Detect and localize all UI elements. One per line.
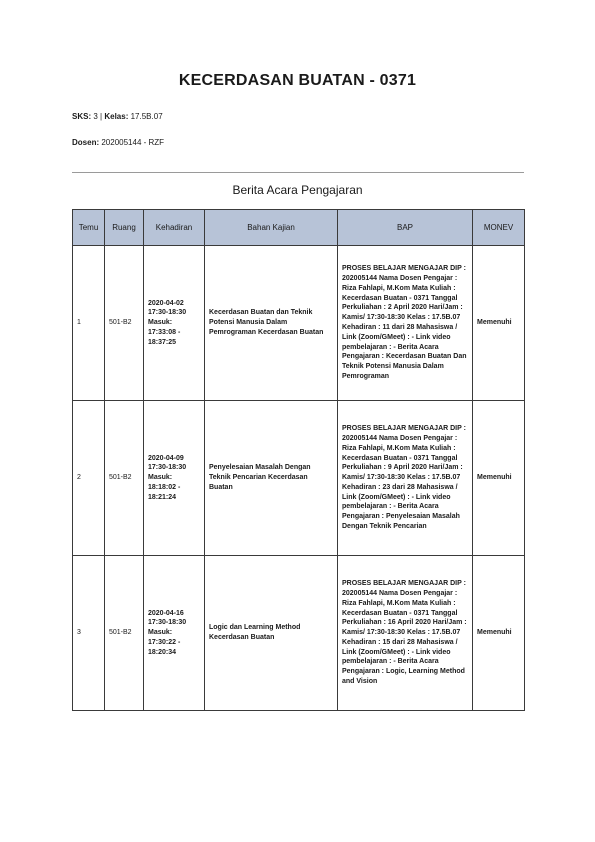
table-row [73, 401, 525, 556]
cell-ruang: 501-B2 [105, 401, 144, 556]
header-kehadiran: Kehadiran [144, 210, 205, 246]
header-bap: BAP [338, 210, 473, 246]
cell-temu: 3 [73, 556, 105, 711]
cell-ruang: 501-B2 [105, 246, 144, 401]
cell-bap: PROSES BELAJAR MENGAJAR DIP : 202005144 Nama Dosen Pengajar : Riza Fahlapi, M.Kom Mata Kuliah : Kecerdasan Buatan - 0371 Tanggal Perkuliahan : 9 April 2020 Hari/Jam : Kamis/ 17:30-18:30 Kelas : 17.5B.07 Kehadiran : 23 dari 28 Mahasiswa / Link (Zoom/GMeet) : - Link video pembelajaran : - Berita Acara Pengajaran : Penyelesaian Masalah Dengan Teknik Pencarian [338, 401, 473, 556]
cell-kehadiran: 2020-04-02 17:30-18:30 Masuk: 17:33:08 - 18:37:25 [144, 246, 205, 401]
cell-kehadiran: 2020-04-09 17:30-18:30 Masuk: 18:18:02 - 18:21:24 [144, 401, 205, 556]
table-row [73, 556, 525, 711]
meta-separator: | [100, 112, 103, 121]
cell-bap: PROSES BELAJAR MENGAJAR DIP : 202005144 Nama Dosen Pengajar : Riza Fahlapi, M.Kom Mata Kuliah : Kecerdasan Buatan - 0371 Tanggal Perkuliahan : 16 April 2020 Hari/Jam : Kamis/ 17:30-18:30 Kelas : 17.5B.07 Kehadiran : 15 dari 28 Mahasiswa / Link (Zoom/GMeet) : - Link video pembelajaran : - Berita Acara Pengajaran : Logic, Learning Method and Vision [338, 556, 473, 711]
kelas-value: 17.5B.07 [130, 112, 163, 121]
dosen-label: Dosen: [72, 138, 100, 147]
sks-label: SKS: [72, 112, 92, 121]
lecturer-meta [72, 138, 164, 147]
cell-bahan-kajian: Penyelesaian Masalah Dengan Teknik Pencarian Kecerdasan Buatan [205, 401, 338, 556]
table-row [73, 246, 525, 401]
bap-table [72, 209, 525, 711]
dosen-value: 202005144 - RZF [101, 138, 165, 147]
cell-monev: Memenuhi [473, 556, 525, 711]
document-title: KECERDASAN BUATAN - 0371 [178, 72, 417, 89]
cell-ruang: 501-B2 [105, 556, 144, 711]
section-title: Berita Acara Pengajaran [232, 183, 363, 197]
header-temu: Temu [73, 210, 105, 246]
sks-value: 3 [93, 112, 98, 121]
cell-bahan-kajian: Logic dan Learning Method Kecerdasan Buatan [205, 556, 338, 711]
cell-monev: Memenuhi [473, 246, 525, 401]
cell-temu: 1 [73, 246, 105, 401]
course-meta [72, 112, 163, 121]
header-bahan-kajian: Bahan Kajian [205, 210, 338, 246]
section-divider [72, 172, 524, 173]
cell-bap: PROSES BELAJAR MENGAJAR DIP : 202005144 Nama Dosen Pengajar : Riza Fahlapi, M.Kom Mata Kuliah : Kecerdasan Buatan - 0371 Tanggal Perkuliahan : 2 April 2020 Hari/Jam : Kamis/ 17:30-18:30 Kelas : 17.5B.07 Kehadiran : 11 dari 28 Mahasiswa / Link (Zoom/GMeet) : - Link video pembelajaran : - Berita Acara Pengajaran : Kecerdasan Buatan Dan Teknik Potensi Manusia Dalam Pemrograman [338, 246, 473, 401]
cell-bahan-kajian: Kecerdasan Buatan dan Teknik Potensi Manusia Dalam Pemrograman Kecerdasan Buatan [205, 246, 338, 401]
cell-kehadiran: 2020-04-16 17:30-18:30 Masuk: 17:30:22 - 18:20:34 [144, 556, 205, 711]
table-header-row [73, 210, 525, 246]
cell-monev: Memenuhi [473, 401, 525, 556]
header-ruang: Ruang [105, 210, 144, 246]
kelas-label: Kelas: [104, 112, 129, 121]
cell-temu: 2 [73, 401, 105, 556]
header-monev: MONEV [473, 210, 525, 246]
